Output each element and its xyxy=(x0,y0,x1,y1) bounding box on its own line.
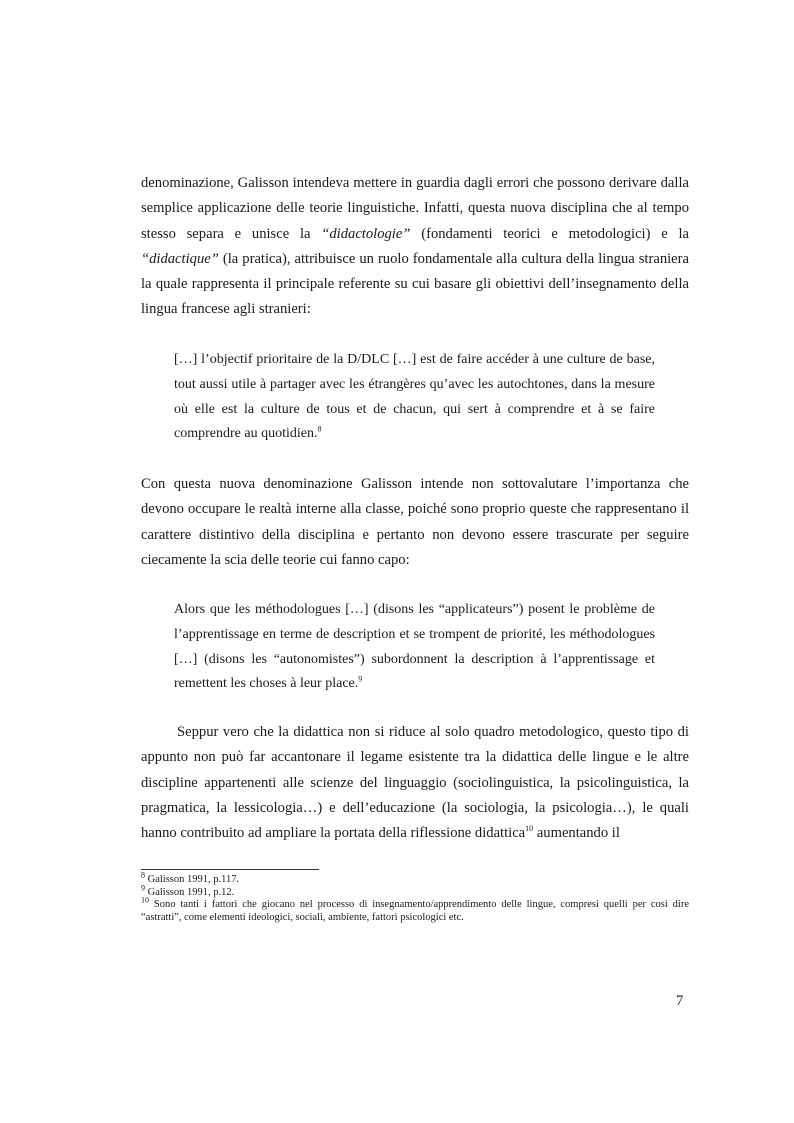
term-didactique: “didactique” xyxy=(141,250,219,267)
paragraph-1-text-b: (fondamenti teorici e metodologici) e la xyxy=(410,225,689,242)
footnote-10-number: 10 xyxy=(141,895,149,905)
term-didactologie: “didactologie” xyxy=(321,225,411,242)
footnote-ref-8[interactable]: 8 xyxy=(317,424,322,434)
footnote-ref-9[interactable]: 9 xyxy=(358,674,363,684)
quote-2-text: Alors que les méthodologues […] (disons les “applicateurs”) posent le problème de l’apprentissage en terme de description et se trompent de priorité, les méthodologues […] (disons les “autonomistes”) subordonnent la description à l’apprentissage et remettent les choses à leur place. xyxy=(174,602,655,692)
paragraph-2 xyxy=(141,472,689,573)
paragraph-1 xyxy=(141,171,689,323)
block-quote-1 xyxy=(174,348,655,447)
footnote-9 xyxy=(141,883,689,900)
footnote-9-text: Galisson 1991, p.12. xyxy=(145,886,235,898)
footnote-10 xyxy=(141,895,689,924)
footnote-8-number: 8 xyxy=(141,870,145,880)
footnote-9-number: 9 xyxy=(141,883,145,892)
paragraph-1-text-c: (la pratica), attribuisce un ruolo fondamentale alla cultura della lingua straniera la quale rappresenta il principale referente su cui basare gli obiettivi dell’insegnamento della lingua francese agli stranieri: xyxy=(141,250,689,318)
paragraph-1-text-a: denominazione, Galisson intendeva mettere in guardia dagli errori che possono derivare dalla semplice applicazione delle teorie linguistiche. Infatti, questa nuova disciplina che al tempo stesso separa e unisce la xyxy=(141,175,689,242)
page-number: 7 xyxy=(676,993,684,1009)
footnote-8 xyxy=(141,870,689,887)
block-quote-2 xyxy=(174,598,655,697)
paragraph-3 xyxy=(141,720,689,846)
paragraph-3-text-b: aumentando il xyxy=(533,825,620,842)
footnote-10-text: Sono tanti i fattori che giocano nel processo di insegnamento/apprendimento delle lingue, compresi quelli per così dire “astratti”, come elementi ideologici, sociali, ambiente, fattori psicologici etc. xyxy=(141,899,689,923)
paragraph-3-text-a: Seppur vero che la didattica non si riduce al solo quadro metodologico, questo tipo di appunto non può far accantonare il legame esistente tra la didattica delle lingue e le altre discipline appartenenti alle scienze del linguaggio (sociolinguistica, la psicolinguistica, la pragmatica, la lessicologia…) e dell’educazione (la sociologia, la psicologia…), le quali hanno contribuito ad ampliare la portata della riflessione didattica xyxy=(141,724,689,842)
footnote-separator xyxy=(141,869,319,870)
quote-1-text: […] l’objectif prioritaire de la D/DLC […] est de faire accéder à une culture de base, tout aussi utile à partager avec les étrangères qu’avec les autochtones, dans la mesure où elle est la culture de tous et de chacun, qui sert à comprendre et à se faire comprendre au quotidien. xyxy=(174,352,655,442)
footnotes xyxy=(141,870,689,924)
paragraph-2-text: Con questa nuova denominazione Galisson intende non sottovalutare l’importanza che devono occupare le realtà interne alla classe, poiché sono proprio queste che rappresentano il carattere distintivo della disciplina e pertanto non devono essere trascurate per seguire ciecamente la scia delle teorie cui fanno capo: xyxy=(141,476,689,568)
footnote-ref-10[interactable]: 10 xyxy=(525,824,534,834)
footnote-8-text: Galisson 1991, p.117. xyxy=(145,874,240,885)
